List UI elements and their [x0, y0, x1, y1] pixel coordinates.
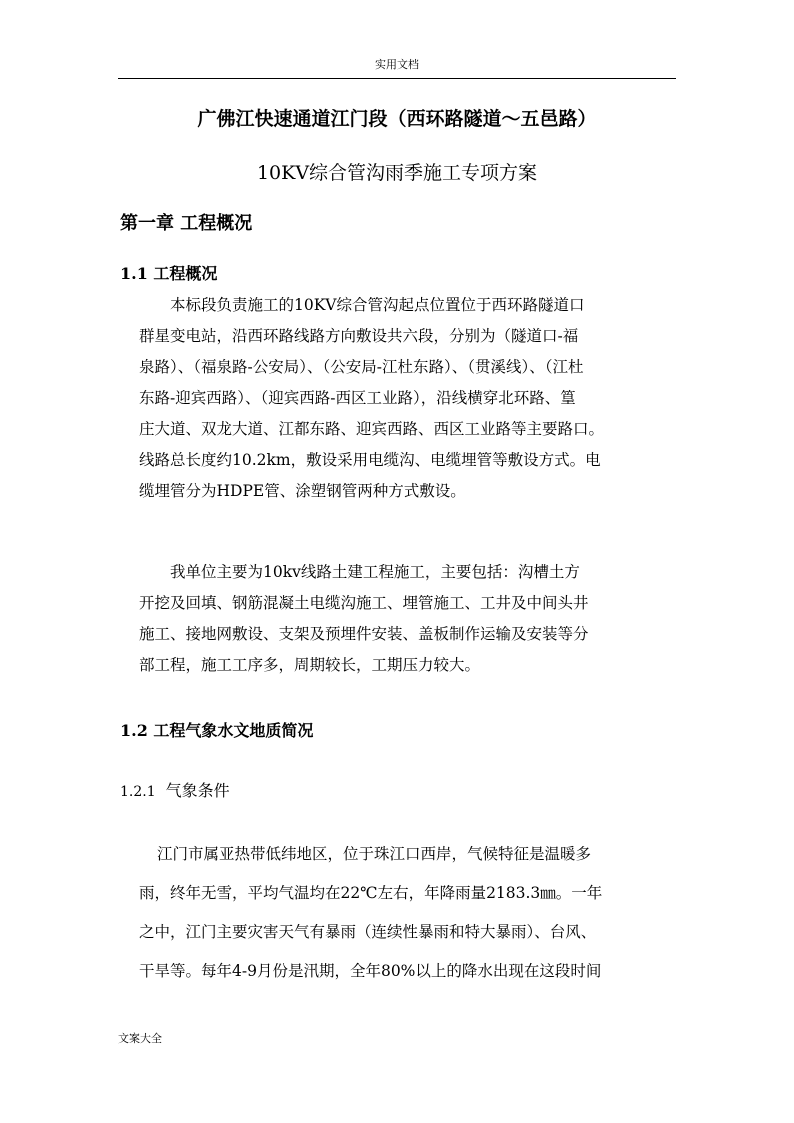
paragraph-line: 线路总长度约10.2km，敷设采用电缆沟、电缆埋管等敷设方式。电 [139, 451, 601, 469]
document-title: 广佛江快速通道江门段（西环路隧道～五邑路） [197, 108, 597, 130]
document-subtitle: 10KV综合管沟雨季施工专项方案 [256, 162, 538, 184]
paragraph-line: 庄大道、双龙大道、江都东路、迎宾西路、西区工业路等主要路口。 [139, 420, 605, 438]
subsection-number: 1.2.1 [120, 784, 156, 800]
paragraph-line: 雨，终年无雪，平均气温均在22℃左右，年降雨量2183.3㎜。一年 [139, 884, 603, 902]
paragraph-weather-conditions [139, 835, 684, 991]
paragraph-line: 开挖及回填、钢筋混凝土电缆沟施工、埋管施工、工井及中间头井 [139, 594, 589, 612]
paragraph-line: 江门市属亚热带低纬地区，位于珠江口西岸，气候特征是温暖多 [157, 845, 592, 863]
page-footer: 文案大全 [118, 1032, 162, 1045]
paragraph-line: 泉路）、（福泉路-公安局）、（公安局-江杜东路）、（贯溪线）、（江杜 [139, 358, 584, 376]
section-heading-1-1: 1.1 工程概况 [120, 264, 218, 283]
paragraph-project-overview [139, 290, 684, 507]
paragraph-scope-of-work [139, 557, 684, 681]
paragraph-line: 施工、接地网敷设、支架及预埋件安装、盖板制作运输及安装等分 [139, 625, 589, 643]
paragraph-line: 缆埋管分为HDPE管、涂塑钢管两种方式敷设。 [139, 482, 466, 500]
paragraph-line: 东路-迎宾西路）、（迎宾西路-西区工业路），沿线横穿北环路、篁 [139, 389, 576, 407]
section-heading-1-2: 1.2 工程气象水文地质简况 [120, 721, 314, 740]
chapter-heading: 第一章 工程概况 [120, 213, 253, 234]
paragraph-line: 本标段负责施工的10KV综合管沟起点位置位于西环路隧道口 [170, 296, 585, 314]
subsection-heading-1-2-1 [120, 778, 230, 801]
paragraph-line: 干旱等。每年4-9月份是汛期，全年80%以上的降水出现在这段时间 [139, 962, 602, 980]
paragraph-line: 之中，江门主要灾害天气有暴雨（连续性暴雨和特大暴雨）、台风、 [139, 923, 597, 941]
paragraph-line: 部工程，施工工序多，周期较长，工期压力较大。 [139, 656, 481, 674]
subsection-title: 气象条件 [165, 781, 230, 800]
paragraph-line: 我单位主要为10kv线路土建工程施工，主要包括：沟槽土方 [170, 563, 580, 581]
page-header: 实用文档 [118, 56, 676, 79]
paragraph-line: 群星变电站，沿西环路线路方向敷设共六段，分别为（隧道口-福 [139, 327, 579, 345]
